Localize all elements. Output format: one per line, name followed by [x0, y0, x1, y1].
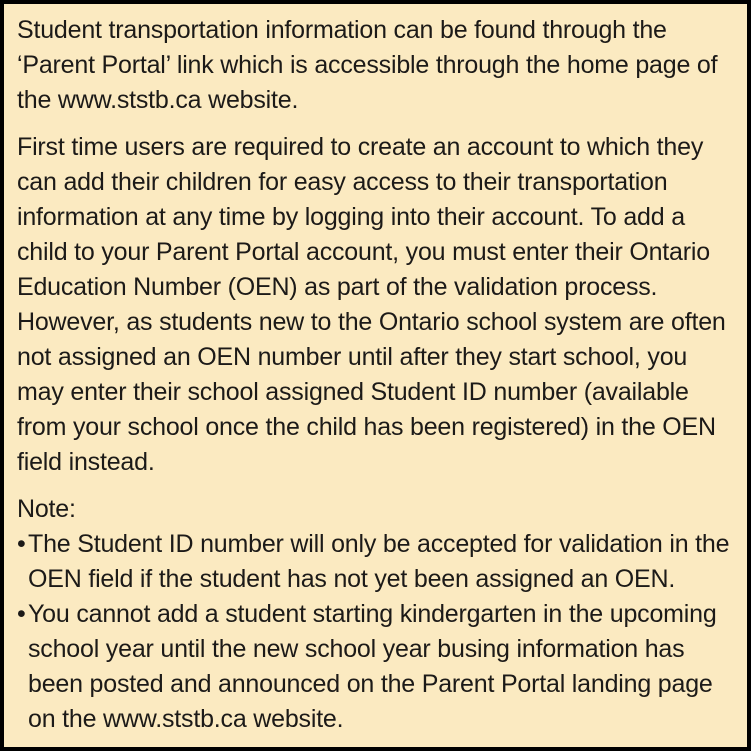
note-bullet-kindergarten: You cannot add a student starting kindergarten in the upcoming school year until the new school year busing information has been posted and announced on the Parent Portal landing page on the www.ststb.ca website. [28, 600, 717, 733]
bullet-icon: • [17, 600, 26, 628]
list-item [17, 527, 734, 597]
note-bullet-student-id: The Student ID number will only be accepted for validation in the OEN field if the student has not yet been assigned an OEN. [28, 530, 730, 593]
list-item [17, 597, 734, 737]
paragraph-account-instructions: First time users are required to create an account to which they can add their children for easy access to their transportation information at any time by logging into their account. To add a child to your Parent Portal account, you must enter their Ontario Education Number (OEN) as part of the validation process. However, as students new to the Ontario school system are often not assigned an OEN number until after they start school, you may enter their school assigned Student ID number (available from your school once the child has been registered) in the OEN field instead. [17, 133, 726, 476]
paragraph-intro: Student transportation information can be found through the ‘Parent Portal’ link which is accessible through the home page of the www.ststb.ca website. [17, 16, 718, 114]
note-label: Note: [17, 495, 76, 523]
note-list [17, 527, 734, 737]
bullet-icon: • [17, 530, 26, 558]
